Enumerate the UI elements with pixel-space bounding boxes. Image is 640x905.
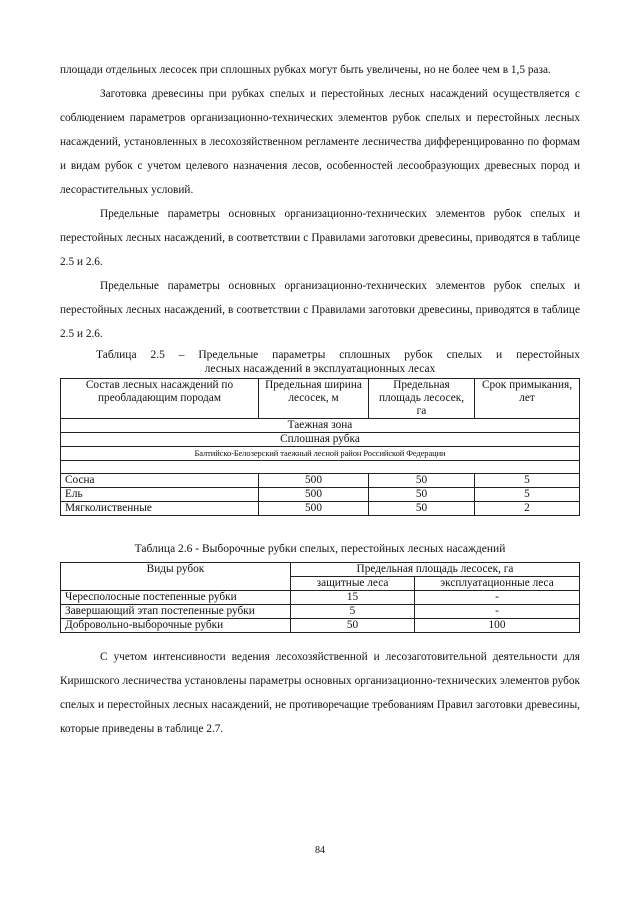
term-cell: 2 bbox=[475, 502, 580, 516]
caption-line: лесных насаждений в эксплуатационных лесах bbox=[204, 363, 436, 375]
zone-row bbox=[61, 419, 580, 433]
column-subheader: защитные леса bbox=[291, 577, 415, 591]
caption-line: Таблица 2.5 – Предельные параметры сплошных рубок спелых и перестойных bbox=[96, 349, 580, 361]
table-2-5 bbox=[60, 378, 580, 516]
protect-area-cell: 15 bbox=[291, 591, 415, 605]
species-cell: Сосна bbox=[61, 474, 259, 488]
column-header: Состав лесных насаждений по преобладающим породам bbox=[61, 379, 259, 419]
width-cell: 500 bbox=[259, 502, 369, 516]
exploit-area-cell: - bbox=[415, 605, 580, 619]
cut-kind-cell: Чересполосные постепенные рубки bbox=[61, 591, 291, 605]
table-row bbox=[61, 474, 580, 488]
empty-cell bbox=[61, 461, 580, 474]
cut-kind-cell: Завершающий этап постепенные рубки bbox=[61, 605, 291, 619]
species-cell: Мягколиственные bbox=[61, 502, 259, 516]
paragraph: С учетом интенсивности ведения лесохозяйственной и лесозаготовительной деятельности для Киришского лесничества установлены параметры основных организационно-технических элементов рубок спелых и перестойных лесных насаждений, не противоречащие требованиям Правил заготовки древесины, которые приведены в таблице 2.7. bbox=[60, 651, 580, 735]
table-row bbox=[61, 619, 580, 633]
table-row bbox=[61, 605, 580, 619]
column-header: Виды рубок bbox=[61, 563, 291, 591]
column-header: Срок примыкания, лет bbox=[475, 379, 580, 419]
table-header-row bbox=[61, 379, 580, 419]
cut-kind-cell: Добровольно-выборочные рубки bbox=[61, 619, 291, 633]
table-2-5-caption bbox=[60, 348, 580, 376]
region-cell: Балтийско-Белозерский таежный лесной район Российской Федерации bbox=[61, 447, 580, 461]
area-cell: 50 bbox=[369, 502, 475, 516]
exploit-area-cell: 100 bbox=[415, 619, 580, 633]
page-number: 84 bbox=[315, 845, 325, 856]
column-subheader: эксплуатационные леса bbox=[415, 577, 580, 591]
table-row bbox=[61, 502, 580, 516]
paragraph: площади отдельных лесосек при сплошных рубках могут быть увеличены, но не более чем в 1,5 раза. bbox=[60, 64, 551, 76]
table-2-6 bbox=[60, 562, 580, 633]
column-header: Предельная площадь лесосек, га bbox=[291, 563, 580, 577]
table-2-6-caption: Таблица 2.6 - Выборочные рубки спелых, перестойных лесных насаждений bbox=[134, 543, 506, 555]
area-cell: 50 bbox=[369, 488, 475, 502]
width-cell: 500 bbox=[259, 474, 369, 488]
table-row bbox=[61, 591, 580, 605]
width-cell: 500 bbox=[259, 488, 369, 502]
zone-cell: Таежная зона bbox=[61, 419, 580, 433]
document-body bbox=[60, 58, 580, 741]
term-cell: 5 bbox=[475, 474, 580, 488]
paragraph: Предельные параметры основных организационно-технических элементов рубок спелых и перестойных лесных насаждений, в соответствии с Правилами заготовки древесины, приводятся в таблице 2.5 и 2.6. bbox=[60, 208, 580, 268]
column-header: Предельная площадь лесосек, га bbox=[369, 379, 475, 419]
paragraph: Заготовка древесины при рубках спелых и перестойных лесных насаждений осуществляется с соблюдением параметров организационно-технических элементов рубок спелых и перестойных лесных насаждений, установленных в лесохозяйственном регламенте лесничества дифференцированно по формам и видам рубок с учетом целевого назначения лесов, особенностей лесообразующих древесных пород и лесорастительных условий. bbox=[60, 88, 580, 196]
cut-type-cell: Сплошная рубка bbox=[61, 433, 580, 447]
term-cell: 5 bbox=[475, 488, 580, 502]
cut-type-row bbox=[61, 433, 580, 447]
table-row bbox=[61, 488, 580, 502]
region-row bbox=[61, 447, 580, 461]
protect-area-cell: 50 bbox=[291, 619, 415, 633]
species-cell: Ель bbox=[61, 488, 259, 502]
table-header-row bbox=[61, 563, 580, 577]
protect-area-cell: 5 bbox=[291, 605, 415, 619]
area-cell: 50 bbox=[369, 474, 475, 488]
empty-row bbox=[61, 461, 580, 474]
column-header: Предельная ширина лесосек, м bbox=[259, 379, 369, 419]
paragraph: Предельные параметры основных организационно-технических элементов рубок спелых и перестойных лесных насаждений, в соответствии с Правилами заготовки древесины, приводятся в таблице 2.5 и 2.6. bbox=[60, 280, 580, 340]
exploit-area-cell: - bbox=[415, 591, 580, 605]
